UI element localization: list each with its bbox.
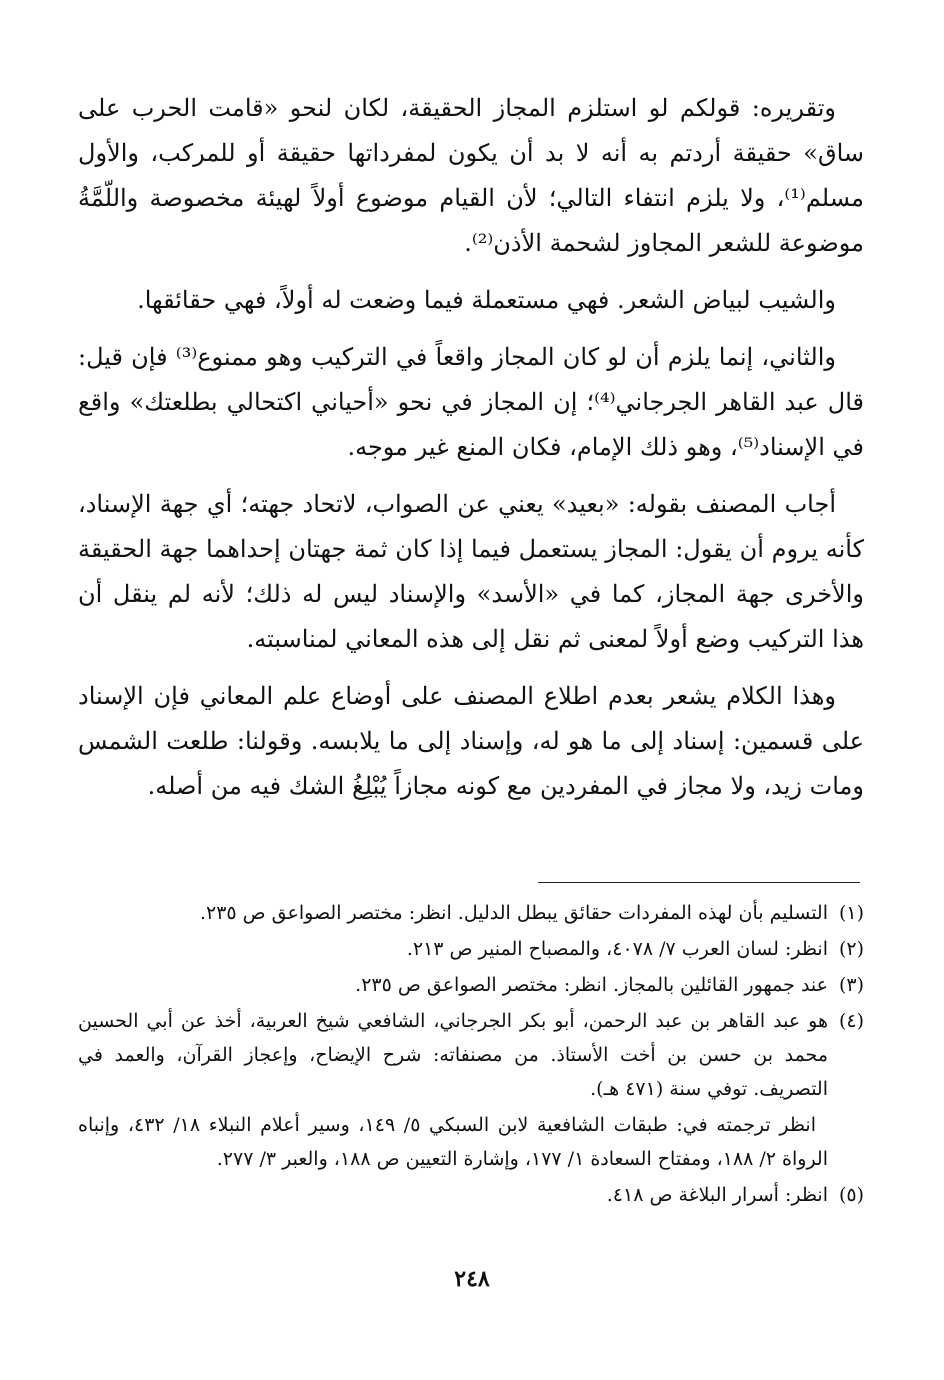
paragraph: والثاني، إنما يلزم أن لو كان المجاز واقعاً في التركيب وهو ممنوع⁽³⁾ فإن قيل: قال عبد القاهر الجرجاني⁽⁴⁾؛ إن المجاز في نحو «أحياني اكتحالي بطلعتك» واقع في الإسناد⁽⁵⁾، وهو ذلك الإمام، فكان المنع غير موجه. bbox=[78, 343, 864, 461]
page-number: ٢٤٨ bbox=[454, 1266, 490, 1292]
paragraph: والشيب لبياض الشعر. فهي مستعملة فيما وضعت له أولاً، فهي حقائقها. bbox=[137, 286, 836, 314]
footnote-number: (٤) bbox=[838, 1010, 864, 1032]
paragraph: وهذا الكلام يشعر بعدم اطلاع المصنف على أوضاع علم المعاني فإن الإسناد على قسمين: إسناد إلى ما هو له، وإسناد إلى ما يلابسه. وقولنا: طلعت الشمس ومات زيد، ولا مجاز في المفردين مع كونه مجازاً يُبْلِغُ الشك فيه من أصله. bbox=[78, 682, 864, 800]
footnote bbox=[78, 968, 864, 1002]
footnote-text: التسليم بأن لهذه المفردات حقائق يبطل الدليل. انظر: مختصر الصواعق ص ٢٣٥. bbox=[199, 902, 828, 924]
footnote-text: هو عبد القاهر بن عبد الرحمن، أبو بكر الجرجاني، الشافعي شيخ العربية، أخذ عن أبي الحسين محمد بن حسن بن أخت الأستاذ. من مصنفاته: شرح الإيضاح، وإعجاز القرآن، والعمد في التصريف. توفي سنة (٤٧١ هـ). bbox=[78, 1010, 828, 1100]
footnote-number: (٢) bbox=[838, 938, 864, 960]
footnote-divider bbox=[538, 882, 860, 883]
paragraph: وتقريره: قولكم لو استلزم المجاز الحقيقة، لكان لنحو «قامت الحرب على ساق» حقيقة أردتم به أنه لا بد أن يكون لمفرداتها حقيقة أو للمركب، والأول مسلم⁽¹⁾، ولا يلزم انتفاء التالي؛ لأن القيام موضوع أولاً لهيئة مخصوصة واللّمَّةُ موضوعة للشعر المجاوز لشحمة الأذن⁽²⁾. bbox=[78, 94, 864, 257]
body-text bbox=[78, 86, 864, 809]
footnote-text: انظر: لسان العرب ٧/ ٤٠٧٨، والمصباح المنير ص ٢١٣. bbox=[406, 938, 828, 960]
footnote-text: انظر: أسرار البلاغة ص ٤١٨. bbox=[606, 1184, 828, 1206]
footnote-number: (٣) bbox=[838, 974, 864, 996]
paragraph: أجاب المصنف بقوله: «بعيد» يعني عن الصواب، لاتحاد جهته؛ أي جهة الإسناد، كأنه يروم أن يقول: المجاز يستعمل فيما إذا كان ثمة جهتان إحداهما جهة الحقيقة والأخرى جهة المجاز، كما في «الأسد» والإسناد ليس له ذلك؛ لأنه لم ينقل أن هذا التركيب وضع أولاً لمعنى ثم نقل إلى هذه المعاني لمناسبته. bbox=[78, 490, 864, 653]
footnote bbox=[78, 932, 864, 966]
footnote-number: (٥) bbox=[838, 1184, 864, 1206]
footnote-continuation: انظر ترجمته في: طبقات الشافعية لابن السبكي ٥/ ١٤٩، وسير أعلام النبلاء ١٨/ ٤٣٢، وإنباه الرواة ٢/ ١٨٨، ومفتاح السعادة ١/ ١٧٧، وإشارة التعيين ص ١٨٨، والعبر ٣/ ٢٧٧. bbox=[78, 1114, 828, 1170]
main-text bbox=[78, 86, 864, 821]
footnote bbox=[78, 896, 864, 930]
footnote-text: عند جمهور القائلين بالمجاز. انظر: مختصر الصواعق ص ٢٣٥. bbox=[355, 974, 828, 996]
footnote bbox=[78, 1178, 864, 1212]
footnote-number: (١) bbox=[838, 902, 864, 924]
footnotes bbox=[78, 896, 864, 1214]
footnote bbox=[78, 1004, 864, 1106]
